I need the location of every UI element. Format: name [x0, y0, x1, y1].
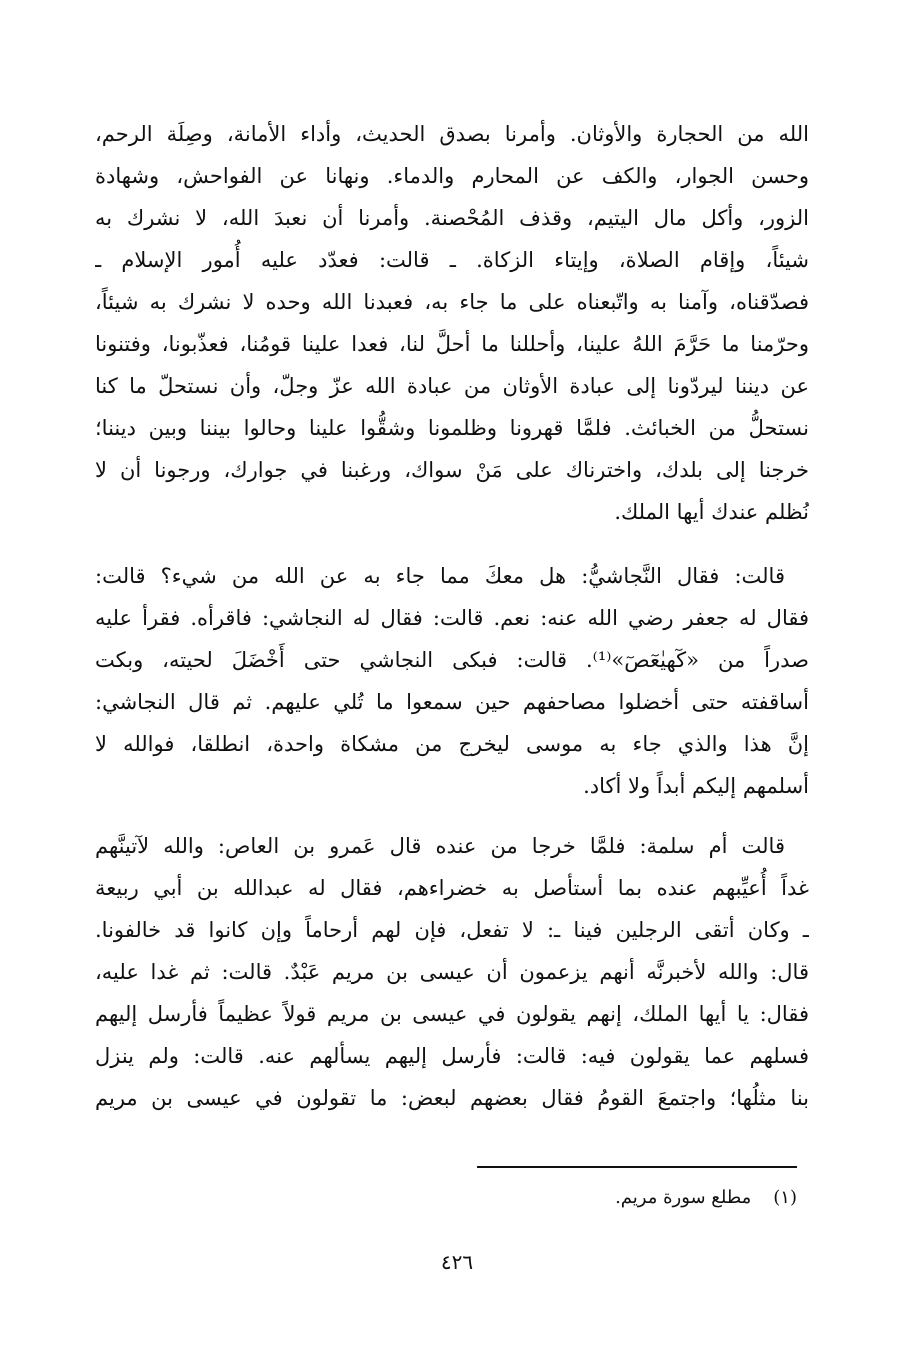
text-line: وحرّمنا ما حَرَّمَ اللهُ علينا، وأحللنا ما أحلَّ لنا، فعدا علينا قومُنا، فعذّبونا، وفتنونا: [95, 332, 809, 356]
text-line: صدراً من «كٓهيٰعٓصٓ»⁽¹⁾. قالت: فبكى النجاشي حتى أَخْضَلَ لحيته، وبكت: [95, 648, 809, 672]
text-line: شيئاً، وإقام الصلاة، وإيتاء الزكاة. ـ قالت: فعدّد عليه أُمور الإسلام ـ: [95, 248, 809, 272]
text-line: خرجنا إلى بلدك، واخترناك على مَنْ سواك، ورغبنا في جوارك، ورجونا أن لا: [95, 458, 809, 482]
footnote: [297, 1180, 797, 1216]
text-line: عن ديننا ليردّونا إلى عبادة الأوثان من عبادة الله عزّ وجلّ، وأن نستحلّ ما كنا: [95, 374, 809, 398]
text-line: فصدّقناه، وآمنا به واتّبعناه على ما جاء به، فعبدنا الله وحده لا نشرك به شيئاً،: [95, 290, 809, 314]
text-line: الله من الحجارة والأوثان. وأمرنا بصدق الحديث، وأداء الأمانة، وصِلَة الرحم،: [95, 122, 809, 146]
text-line: فقال له جعفر رضي الله عنه: نعم. قالت: فقال له النجاشي: فاقرأه. فقرأ عليه: [95, 606, 809, 630]
footnote-divider: [477, 1166, 797, 1168]
text-line: فسلهم عما يقولون فيه: قالت: فأرسل إليهم يسألهم عنه. قالت: ولم ينزل: [95, 1044, 809, 1068]
text-line: أسلمهم إليكم أبداً ولا أكاد.: [583, 774, 809, 798]
paragraph-2: [95, 555, 809, 807]
text-line: الزور، وأكل مال اليتيم، وقذف المُحْصنة. وأمرنا أن نعبدَ الله، لا نشرك به: [95, 206, 809, 230]
text-line: ـ وكان أتقى الرجلين فينا ـ: لا تفعل، فإن لهم أرحاماً وإن كانوا قد خالفونا.: [95, 918, 809, 942]
footnote-text: مطلع سورة مريم.: [615, 1187, 752, 1208]
text-line: وحسن الجوار، والكف عن المحارم والدماء. ونهانا عن الفواحش، وشهادة: [95, 164, 809, 188]
paragraph-1: [95, 113, 809, 533]
text-line: قال: والله لأخبرنَّه أنهم يزعمون أن عيسى بن مريم عَبْدٌ. قالت: ثم غدا عليه،: [95, 960, 809, 984]
text-line: نستحلُّ من الخبائث. فلمَّا قهرونا وظلمونا وشقُّوا علينا وحالوا بيننا وبين ديننا؛: [95, 416, 809, 440]
page-number: ٤٢٦: [440, 1250, 474, 1274]
text-line: نُظلم عندك أيها الملك.: [614, 500, 809, 524]
text-line: غداً أُعيِّبهم عنده بما أستأصل به خضراءهم، فقال له عبدالله بن أبي ربيعة: [95, 876, 809, 900]
text-line: قالت: فقال النَّجاشيُّ: هل معكَ مما جاء به عن الله من شيء؟ قالت:: [95, 564, 785, 588]
paragraph-3: [95, 825, 809, 1119]
text-line: بنا مثلُها؛ واجتمعَ القومُ فقال بعضهم لبعض: ما تقولون في عيسى بن مريم: [95, 1086, 809, 1110]
text-line: قالت أم سلمة: فلمَّا خرجا من عنده قال عَمرو بن العاص: والله لآتينَّهم: [95, 834, 785, 858]
text-line: إنَّ هذا والذي جاء به موسى ليخرج من مشكاة واحدة، انطلقا، فوالله لا: [95, 732, 809, 756]
text-line: أساقفته حتى أخضلوا مصاحفهم حين سمعوا ما تُلي عليهم. ثم قال النجاشي:: [95, 690, 809, 714]
text-line: فقال: يا أيها الملك، إنهم يقولون في عيسى بن مريم قولاً عظيماً فأرسل إليهم: [95, 1002, 809, 1026]
footnote-number: (١): [773, 1187, 797, 1208]
